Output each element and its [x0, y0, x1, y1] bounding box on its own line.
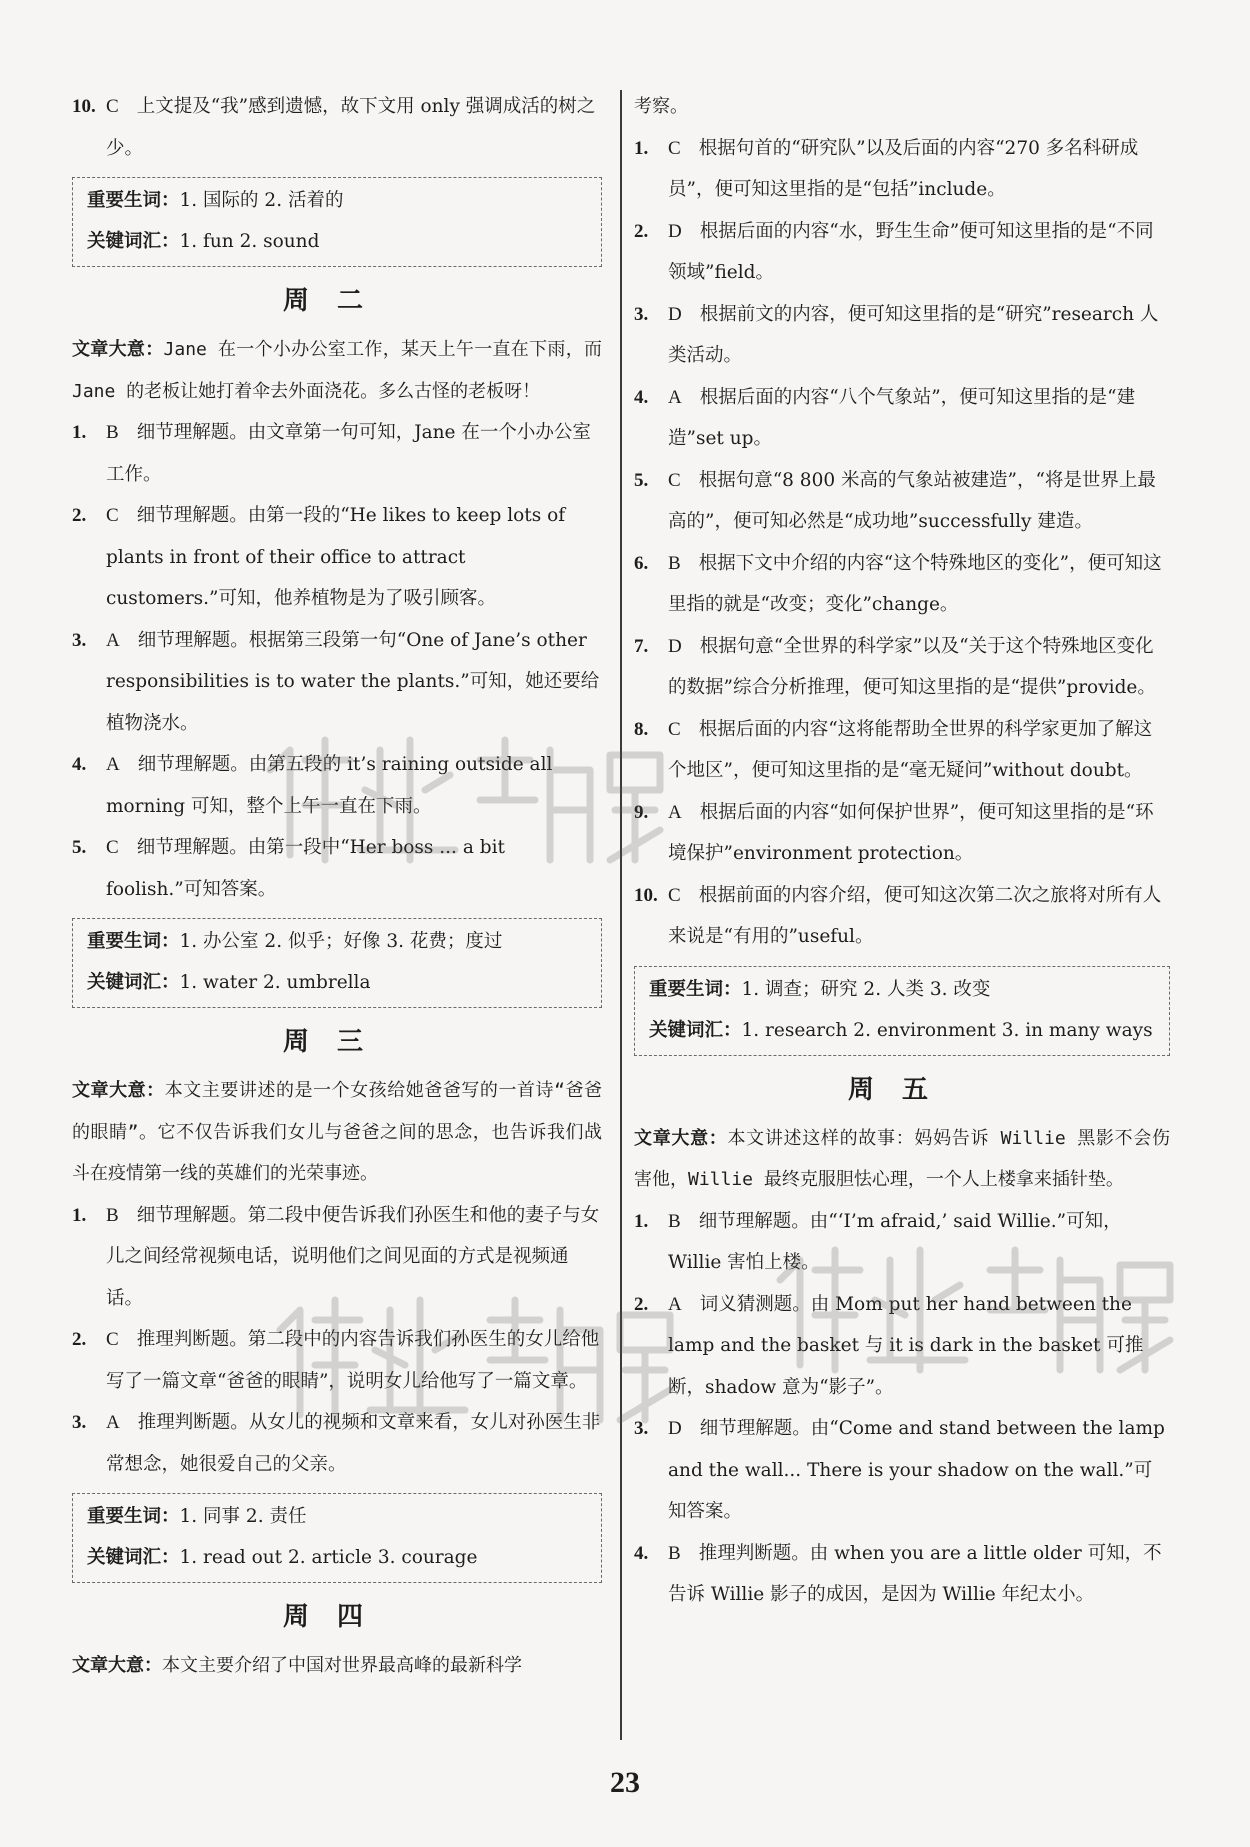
answer-item [634, 1284, 1170, 1409]
explanation-text: 上文提及“我”感到遗憾，故下文用 only 强调成活的树之少。 [106, 96, 596, 159]
answer-letter: A [106, 1412, 120, 1433]
question-number: 4. [634, 386, 649, 408]
explanation-text: 细节理解题。由“Come and stand between the lamp and the wall... There is your shadow on the wall.”可知答案。 [668, 1418, 1165, 1522]
key-words-row: 重要生词：1. 同事 2. 责任 [87, 1506, 307, 1527]
wednesday-items [72, 1195, 602, 1486]
question-number: 5. [634, 469, 649, 491]
answer-item [634, 1408, 1170, 1533]
explanation-text: 根据下文中介绍的内容“这个特殊地区的变化”，便可知这里指的就是“改变；变化”change。 [668, 552, 1162, 615]
question-number: 10. [72, 96, 96, 117]
answer-letter: C [106, 1329, 119, 1350]
explanation-text: 细节理解题。由第五段的 it’s raining outside all morning 可知，整个上午一直在下雨。 [106, 754, 553, 817]
question-number: 10. [634, 884, 658, 906]
vocab-box-thursday [634, 966, 1170, 1056]
summary-wednesday: 文章大意：本文主要讲述的是一个女孩给她爸爸写的一首诗“爸爸的眼睛”。它不仅告诉我们女儿与爸爸之间的思念，也告诉我们战斗在疫情第一线的英雄们的光荣事迹。 [72, 1080, 603, 1184]
answer-item [634, 377, 1170, 460]
question-number: 3. [634, 1418, 649, 1439]
answer-letter: C [106, 505, 119, 526]
answer-item [634, 543, 1170, 626]
key-vocab: 1. read out 2. article 3. courage [179, 1547, 478, 1568]
summary-thursday-continued: 考察。 [634, 96, 688, 117]
key-words: 1. 国际的 2. 活着的 [179, 190, 344, 211]
question-number: 3. [72, 1412, 87, 1433]
answer-item [634, 128, 1170, 211]
question-number: 2. [634, 1293, 649, 1315]
question-number: 1. [634, 1210, 649, 1232]
answer-item [634, 709, 1170, 792]
question-number: 6. [634, 552, 649, 574]
explanation-text: 根据后面的内容“如何保护世界”，便可知这里指的是“环境保护”environment protection。 [668, 801, 1154, 864]
answer-letter: C [668, 884, 681, 906]
column-divider [620, 90, 622, 1740]
question-number: 2. [634, 220, 649, 242]
section-title-tuesday: 周二 [282, 286, 391, 316]
question-number: 8. [634, 718, 649, 740]
explanation-text: 推理判断题。第二段中的内容告诉我们孙医生的女儿给他写了一篇文章“爸爸的眼睛”，说明女儿给他写了一篇文章。 [106, 1329, 600, 1392]
question-number: 4. [634, 1542, 649, 1564]
answer-item [634, 875, 1170, 958]
answer-letter: A [668, 1293, 682, 1315]
answer-letter: A [668, 386, 682, 408]
explanation-text: 词义猜测题。由 Mom put her hand between the lamp and the basket 与 it is dark in the basket 可推断，shadow 意为“影子”。 [668, 1293, 1144, 1398]
question-number: 9. [634, 801, 649, 823]
answer-letter: A [106, 629, 120, 651]
summary-friday: 文章大意：本文讲述这样的故事：妈妈告诉 Willie 黑影不会伤害他，Willie 最终克服胆怯心理，一个人上楼拿来插针垫。 [634, 1127, 1170, 1190]
explanation-text: 根据后面的内容“八个气象站”，便可知这里指的是“建造”set up。 [668, 386, 1136, 449]
question-number: 1. [634, 137, 649, 159]
explanation-text: 细节理解题。由第一段的“He likes to keep lots of plants in front of their office to attract customers.”可知，他养植物是为了吸引顾客。 [106, 505, 566, 609]
answer-item [72, 1319, 602, 1402]
key-vocab-row: 关键词汇：1. water 2. umbrella [87, 972, 371, 993]
friday-items [634, 1201, 1170, 1616]
answer-item [72, 744, 602, 827]
key-words: 1. 同事 2. 责任 [179, 1506, 307, 1527]
section-title-friday: 周五 [847, 1074, 956, 1105]
answer-item [72, 1402, 602, 1485]
answer-letter: B [668, 1210, 681, 1232]
answer-letter: A [106, 754, 120, 775]
explanation-text: 细节理解题。由“‘I’m afraid,’ said Willie.”可知，Willie 害怕上楼。 [668, 1210, 1122, 1273]
answer-item [72, 620, 602, 745]
key-vocab: 1. research 2. environment 3. in many ways [741, 1019, 1153, 1041]
explanation-text: 根据后面的内容“这将能帮助全世界的科学家更加了解这个地区”，便可知这里指的是“毫无疑问”without doubt。 [668, 718, 1153, 781]
answer-letter: B [106, 422, 119, 443]
question-number: 4. [72, 754, 87, 775]
answer-letter: B [106, 1204, 119, 1226]
summary-tuesday: 文章大意：Jane 在一个小办公室工作，某天上午一直在下雨，而 Jane 的老板让她打着伞去外面浇花。多么古怪的老板呀！ [72, 339, 603, 402]
question-number: 1. [72, 1204, 87, 1226]
explanation-text: 根据前面的内容介绍，便可知这次第二次之旅将对所有人来说是“有用的”useful。 [668, 884, 1162, 947]
question-number: 2. [72, 505, 87, 526]
explanation-text: 细节理解题。第二段中便告诉我们孙医生和他的妻子与女儿之间经常视频电话，说明他们之间见面的方式是视频通话。 [106, 1204, 600, 1309]
answer-item [634, 460, 1170, 543]
summary-thursday: 文章大意：本文主要介绍了中国对世界最高峰的最新科学 [72, 1655, 522, 1676]
section-title-wednesday: 周三 [282, 1027, 391, 1057]
answer-item [634, 792, 1170, 875]
answer-item [634, 294, 1170, 377]
explanation-text: 推理判断题。由 when you are a little older 可知，不告诉 Willie 影子的成因，是因为 Willie 年纪太小。 [668, 1542, 1162, 1605]
key-vocab-row: 关键词汇：1. research 2. environment 3. in many ways [649, 1019, 1153, 1041]
answer-item [634, 211, 1170, 294]
right-column [634, 86, 1170, 1616]
vocab-box-wednesday [72, 1493, 602, 1583]
answer-item [634, 626, 1170, 709]
question-number: 2. [72, 1329, 87, 1350]
key-words-row: 重要生词：1. 调查；研究 2. 人类 3. 改变 [649, 978, 991, 1000]
answer-item [72, 827, 602, 910]
explanation-text: 根据句意“8 800 米高的气象站被建造”，“将是世界上最高的”，便可知必然是“成功地”successfully 建造。 [668, 469, 1156, 532]
key-vocab: 1. fun 2. sound [179, 231, 320, 252]
key-words: 1. 调查；研究 2. 人类 3. 改变 [741, 978, 991, 1000]
answer-letter: C [106, 837, 119, 858]
answer-letter: B [668, 552, 681, 574]
thursday-items [634, 128, 1170, 958]
week1-tail-items [72, 86, 602, 169]
question-number: 7. [634, 635, 649, 657]
answer-item [72, 495, 602, 620]
answer-item [72, 412, 602, 495]
answer-item [634, 1533, 1170, 1616]
vocab-box-week1 [72, 177, 602, 267]
answer-letter: C [668, 137, 681, 159]
answer-letter: D [668, 1418, 682, 1439]
key-words-row: 重要生词：1. 办公室 2. 似乎；好像 3. 花费；度过 [87, 931, 503, 952]
section-title-thursday: 周四 [282, 1602, 391, 1632]
answer-letter: D [668, 303, 682, 325]
explanation-text: 根据句首的“研究队”以及后面的内容“270 多名科研成员”，便可知这里指的是“包括”include。 [668, 137, 1139, 200]
key-vocab: 1. water 2. umbrella [179, 972, 371, 993]
question-number: 3. [72, 629, 87, 651]
page-number: 23 [610, 1766, 640, 1799]
tuesday-items [72, 412, 602, 910]
explanation-text: 细节理解题。由第一段中“Her boss ... a bit foolish.”可知答案。 [106, 837, 505, 900]
explanation-text: 细节理解题。由文章第一句可知，Jane 在一个小办公室工作。 [106, 422, 591, 485]
explanation-text: 细节理解题。根据第三段第一句“One of Jane’s other responsibilities is to water the plants.”可知，她还要给植物浇水。 [106, 629, 600, 734]
answer-letter: A [668, 801, 682, 823]
answer-letter: C [668, 718, 681, 740]
explanation-text: 根据句意“全世界的科学家”以及“关于这个特殊地区变化的数据”综合分析推理，便可知这里指的是“提供”provide。 [668, 635, 1156, 698]
answer-letter: D [668, 220, 682, 242]
answer-item [634, 1201, 1170, 1284]
key-vocab-row: 关键词汇：1. read out 2. article 3. courage [87, 1547, 478, 1568]
answer-letter: B [668, 1542, 681, 1564]
answer-letter: C [106, 96, 119, 117]
explanation-text: 根据前文的内容，便可知这里指的是“研究”research 人类活动。 [668, 303, 1159, 366]
key-words: 1. 办公室 2. 似乎；好像 3. 花费；度过 [179, 931, 503, 952]
answer-item [72, 86, 602, 169]
question-number: 1. [72, 422, 87, 443]
key-words-row: 重要生词：1. 国际的 2. 活着的 [87, 190, 344, 211]
answer-item [72, 1195, 602, 1320]
vocab-box-tuesday [72, 918, 602, 1008]
answer-letter: C [668, 469, 681, 491]
explanation-text: 根据后面的内容“水，野生生命”便可知这里指的是“不同领域”field。 [668, 220, 1154, 283]
question-number: 3. [634, 303, 649, 325]
question-number: 5. [72, 837, 87, 858]
left-column [72, 86, 602, 1687]
answer-letter: D [668, 635, 682, 657]
key-vocab-row: 关键词汇：1. fun 2. sound [87, 231, 320, 252]
explanation-text: 推理判断题。从女儿的视频和文章来看，女儿对孙医生非常想念，她很爱自己的父亲。 [106, 1412, 601, 1475]
